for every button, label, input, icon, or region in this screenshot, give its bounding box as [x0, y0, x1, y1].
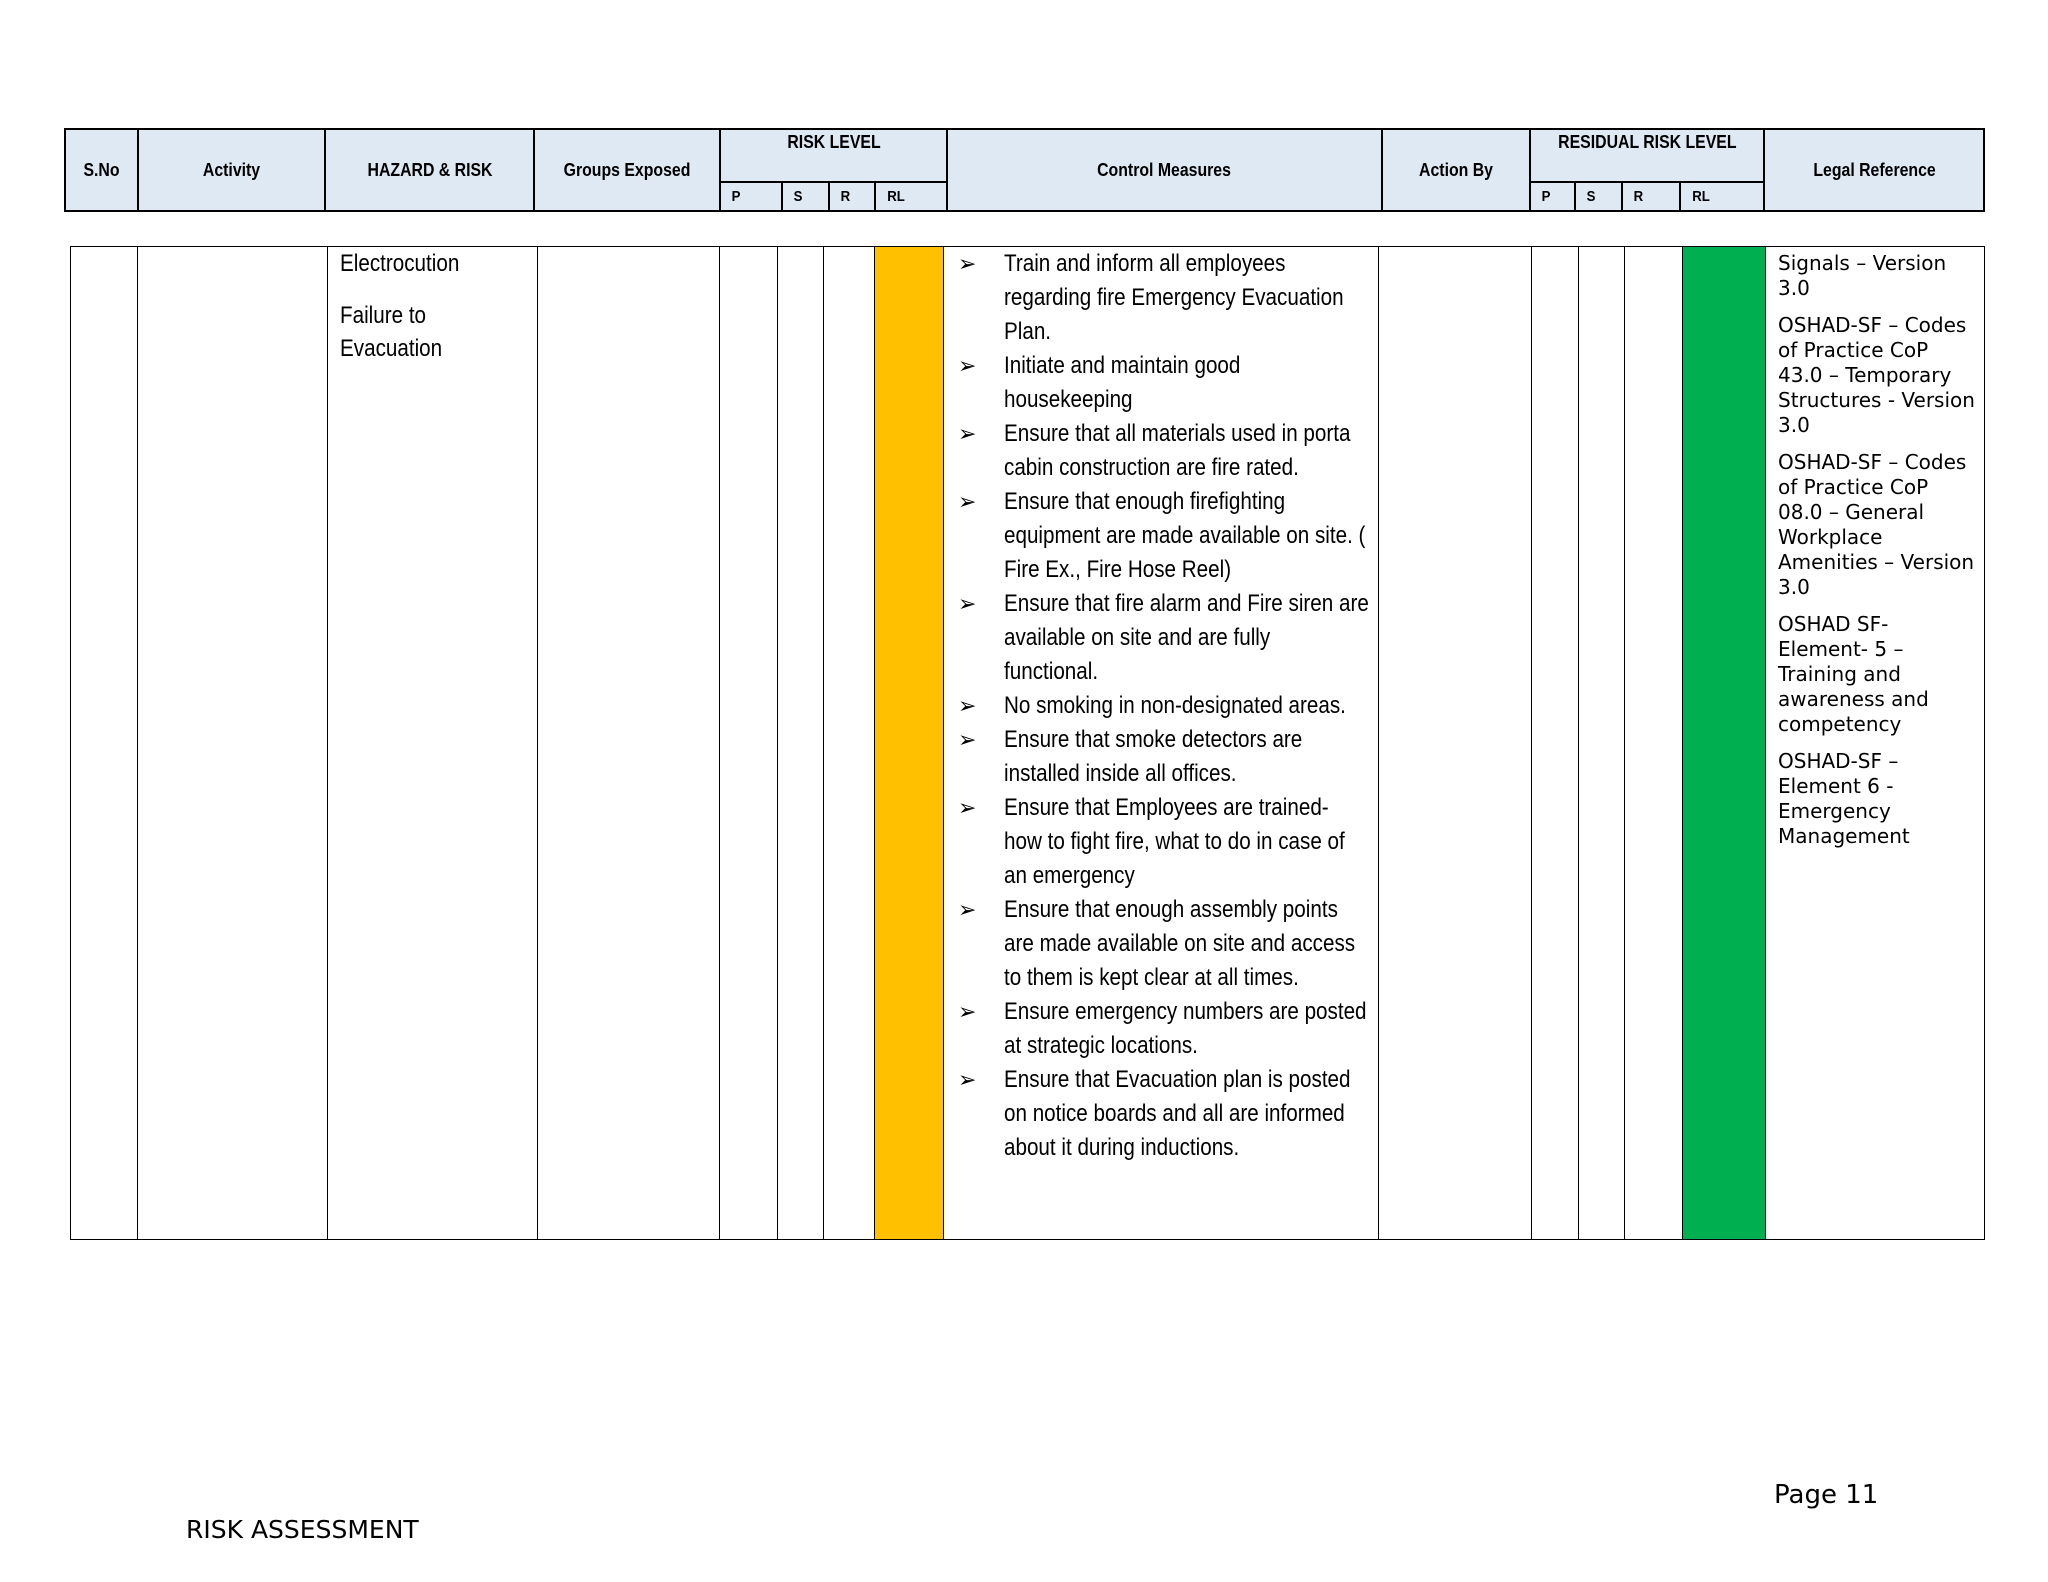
control-measure-item	[944, 349, 1378, 417]
arrow-bullet-icon: ➢	[958, 897, 977, 922]
control-measure-item	[944, 1063, 1378, 1165]
arrow-bullet-icon: ➢	[958, 353, 977, 378]
arrow-bullet-icon: ➢	[958, 251, 977, 276]
control-measure-text: Ensure that smoke detectors are installed inside all offices.	[1004, 726, 1303, 787]
header-risk-rl: RL	[875, 182, 947, 211]
arrow-bullet-icon: ➢	[958, 421, 977, 446]
cell-legal-reference	[1766, 247, 1985, 1240]
cell-residual-p	[1532, 247, 1579, 1240]
control-measure-text: Train and inform all employees regarding fire Emergency Evacuation Plan.	[1004, 250, 1344, 345]
cell-residual-s	[1579, 247, 1625, 1240]
control-measure-item	[944, 893, 1378, 995]
control-measure-item	[944, 995, 1378, 1063]
header-risk-p: P	[720, 182, 782, 211]
cell-activity	[138, 247, 328, 1240]
control-measure-item	[944, 587, 1378, 689]
legal-reference-item: OSHAD-SF – Codes of Practice CoP 08.0 – General Workplace Amenities – Version 3.0	[1778, 450, 1975, 599]
table-row	[71, 247, 1985, 1240]
cell-action-by	[1379, 247, 1532, 1240]
cell-hazard-risk	[328, 247, 538, 1240]
cell-groups-exposed	[538, 247, 720, 1240]
header-groups-exposed: Groups Exposed	[534, 129, 720, 211]
arrow-bullet-icon: ➢	[958, 489, 977, 514]
cell-risk-rl	[875, 247, 944, 1240]
control-measure-text: No smoking in non-designated areas.	[1004, 692, 1346, 719]
control-measures-list	[944, 247, 1378, 1165]
control-measure-item	[944, 723, 1378, 791]
control-measure-text: Ensure that all materials used in porta cabin construction are fire rated.	[1004, 420, 1351, 481]
legal-reference-item: OSHAD-SF – Element 6 - Emergency Management	[1778, 749, 1910, 848]
legal-reference-item: OSHAD SF- Element- 5 – Training and awareness and competency	[1778, 612, 1929, 736]
risk-table-body	[70, 246, 1985, 1240]
header-activity: Activity	[138, 129, 325, 211]
cell-risk-p	[720, 247, 778, 1240]
hazard-item: Electrocution	[340, 250, 460, 277]
header-residual-rl: RL	[1680, 182, 1764, 211]
arrow-bullet-icon: ➢	[958, 1067, 977, 1092]
cell-risk-r	[824, 247, 875, 1240]
control-measure-text: Ensure that fire alarm and Fire siren are available on site and are fully functional.	[1004, 590, 1369, 685]
page-number: Page 11	[1774, 1480, 1879, 1510]
risk-table-header	[64, 128, 1985, 212]
cell-residual-r	[1625, 247, 1683, 1240]
hazard-item: Failure to Evacuation	[340, 302, 443, 362]
arrow-bullet-icon: ➢	[958, 591, 977, 616]
header-residual-s: S	[1575, 182, 1622, 211]
header-sno: S.No	[65, 129, 138, 211]
control-measure-text: Ensure that enough assembly points are made available on site and access to them is kept clear at all times.	[1004, 896, 1356, 991]
control-measure-text: Initiate and maintain good housekeeping	[1004, 352, 1241, 413]
arrow-bullet-icon: ➢	[958, 693, 977, 718]
control-measure-text: Ensure that Evacuation plan is posted on notice boards and all are informed about it during inductions.	[1004, 1066, 1351, 1161]
header-residual-p: P	[1530, 182, 1575, 211]
header-hazard-risk: HAZARD & RISK	[325, 129, 534, 211]
control-measure-text: Ensure that Employees are trained- how to fight fire, what to do in case of an emergency	[1004, 794, 1345, 889]
cell-control-measures	[944, 247, 1379, 1240]
cell-sno	[71, 247, 138, 1240]
header-risk-s: S	[782, 182, 829, 211]
header-residual-risk-level: RESIDUAL RISK LEVEL	[1530, 129, 1764, 182]
control-measure-item	[944, 417, 1378, 485]
control-measure-item	[944, 791, 1378, 893]
arrow-bullet-icon: ➢	[958, 795, 977, 820]
header-risk-r: R	[829, 182, 875, 211]
cell-risk-s	[778, 247, 824, 1240]
arrow-bullet-icon: ➢	[958, 999, 977, 1024]
header-residual-r: R	[1622, 182, 1680, 211]
legal-reference-item: Signals – Version 3.0	[1778, 251, 1947, 300]
header-control-measures: Control Measures	[947, 129, 1382, 211]
control-measure-text: Ensure emergency numbers are posted at strategic locations.	[1004, 998, 1367, 1059]
footer-title: RISK ASSESSMENT	[186, 1515, 419, 1544]
arrow-bullet-icon: ➢	[958, 727, 977, 752]
control-measure-text: Ensure that enough firefighting equipment are made available on site. ( Fire Ex., Fire Hose Reel)	[1004, 488, 1366, 583]
header-action-by: Action By	[1382, 129, 1530, 211]
control-measure-item	[944, 485, 1378, 587]
control-measure-item	[944, 689, 1378, 723]
header-legal-reference: Legal Reference	[1764, 129, 1984, 211]
control-measure-item	[944, 247, 1378, 349]
cell-residual-rl	[1683, 247, 1766, 1240]
legal-reference-item: OSHAD-SF – Codes of Practice CoP 43.0 – Temporary Structures - Version 3.0	[1778, 313, 1975, 437]
header-risk-level: RISK LEVEL	[720, 129, 947, 182]
